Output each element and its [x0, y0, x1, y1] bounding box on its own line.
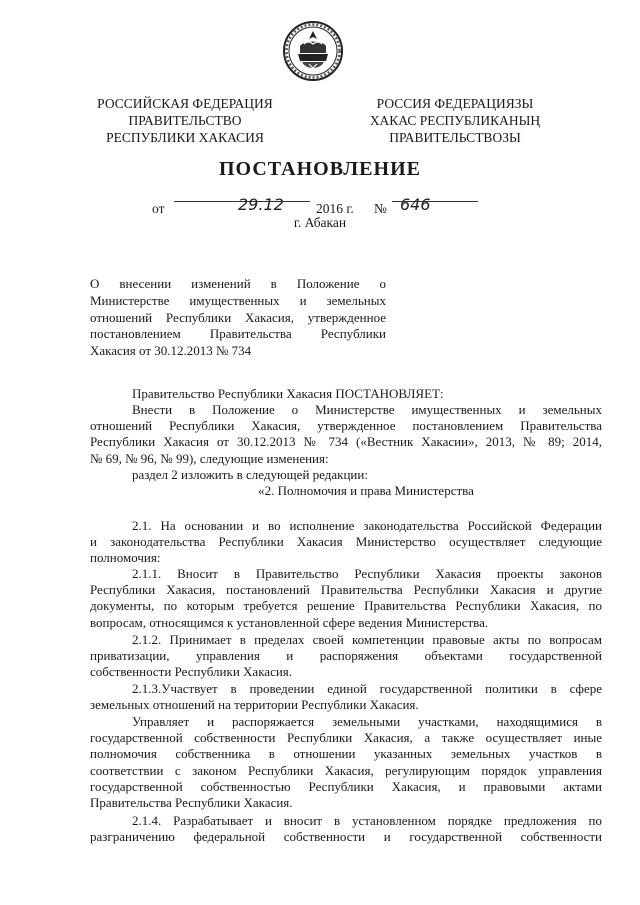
number-label: № [374, 201, 387, 216]
paragraph-line: отношений Республики Хакасия, утвержденное постановлением Правительства [90, 418, 602, 434]
paragraph-line: государственной собственности Республики Хакасия, а также осуществляет иные [90, 730, 602, 746]
paragraph-resolves [90, 386, 602, 402]
header-left [80, 95, 290, 146]
paragraph-line: 2.1.3.Участвует в проведении единой государственной политики в сфере [132, 681, 602, 696]
header-left-line: РЕСПУБЛИКИ ХАКАСИЯ [106, 130, 264, 145]
paragraph-line: 2.1. На основании и во исполнение законодательства Российской Федерации [132, 518, 602, 533]
paragraph-line: 2.1.1. Вносит в Правительство Республики Хакасия проекты законов [132, 566, 602, 581]
coat-of-arms-emblem [282, 20, 344, 82]
paragraph-line: собственности Республики Хакасия. [90, 664, 293, 680]
paragraph-line: Республики Хакасия от 30.12.2013 № 734 («Вестник Хакасии», 2013, № 89; 2014, [90, 434, 602, 450]
paragraph-line: «2. Полномочия и права Министерства [258, 483, 474, 498]
handwritten-date: 29.12 [238, 195, 284, 214]
subject-block [90, 276, 386, 360]
city-line: г. Абакан [293, 215, 347, 230]
header-right [350, 95, 560, 146]
paragraph-line: полномочия собственника в отношении указанных земельных участков в [90, 746, 602, 762]
paragraph-line: приватизации, управления и распоряжения объектами государственной [90, 648, 602, 664]
header-left-line: РОССИЙСКАЯ ФЕДЕРАЦИЯ [97, 96, 273, 111]
paragraph-section-title [90, 483, 602, 499]
paragraph-2-1-1 [90, 566, 602, 631]
paragraph-2-1-2 [90, 632, 602, 681]
paragraph-line: Управляет и распоряжается земельными участками, находящимися в [132, 714, 602, 729]
subject-line: О внесении изменений в Положение о [90, 276, 386, 291]
paragraph-2-1 [90, 518, 602, 567]
paragraph-line: документы, по которым требуется решение Правительства Республики Хакасия, по [90, 598, 602, 614]
subject-line: постановлением Правительства Республики [90, 326, 386, 342]
paragraph-line: Правительства Республики Хакасия. [90, 795, 293, 811]
paragraph-2-1-3 [90, 681, 602, 713]
paragraph-line: 2.1.2. Принимает в пределах своей компетенции правовые акты по вопросам [132, 632, 602, 647]
header-left-line: ПРАВИТЕЛЬСТВО [128, 113, 242, 128]
paragraph-land [90, 714, 602, 811]
date-year: 2016 г. [316, 201, 354, 216]
paragraph-line: разграничению федеральной собственности и государственной собственности [90, 829, 602, 845]
subject-line: отношений Республики Хакасия, утвержденное [90, 309, 386, 325]
paragraph-line: № 69, № 96, № 99), следующие изменения: [90, 450, 329, 466]
paragraph-line: земельных отношений на территории Республики Хакасия. [90, 697, 419, 713]
paragraph-amend [90, 402, 602, 467]
header-right-line: РОССИЯ ФЕДЕРАЦИЯЗЫ [376, 96, 534, 111]
header-right-line: ПРАВИТЕЛЬСТВОЗЫ [389, 130, 521, 145]
header-right-line: ХАКАС РЕСПУБЛИКАНЫҢ [369, 113, 541, 128]
subject-line: Министерстве имущественных и земельных [90, 292, 386, 308]
paragraph-line: Правительство Республики Хакасия ПОСТАНОВЛЯЕТ: [132, 386, 444, 401]
paragraph-line: раздел 2 изложить в следующей редакции: [132, 467, 368, 482]
subject-line: Хакасия от 30.12.2013 № 734 [90, 343, 252, 359]
paragraph-line: вопросам, относящимся к установленной сфере ведения Министерства. [90, 614, 489, 630]
date-prefix: от [152, 201, 165, 216]
paragraph-line: соответствии с законом Республики Хакасия, регулирующим порядок управления [90, 762, 602, 778]
document-title: ПОСТАНОВЛЕНИЕ [219, 158, 421, 180]
paragraph-section [90, 467, 602, 483]
paragraph-line: полномочия: [90, 550, 161, 566]
paragraph-line: государственной собственностью Республики Хакасия, и правовыми актами [90, 778, 602, 794]
handwritten-number: 646 [400, 195, 431, 214]
paragraph-line: Республики Хакасия, постановлений Правительства Республики Хакасия и другие [90, 582, 602, 598]
paragraph-2-1-4 [90, 813, 602, 845]
paragraph-line: и законодательства Республики Хакасия Министерство осуществляет следующие [90, 534, 602, 550]
paragraph-line: 2.1.4. Разрабатывает и вносит в установленном порядке предложения по [132, 813, 602, 828]
paragraph-line: Внести в Положение о Министерстве имущественных и земельных [132, 402, 602, 417]
